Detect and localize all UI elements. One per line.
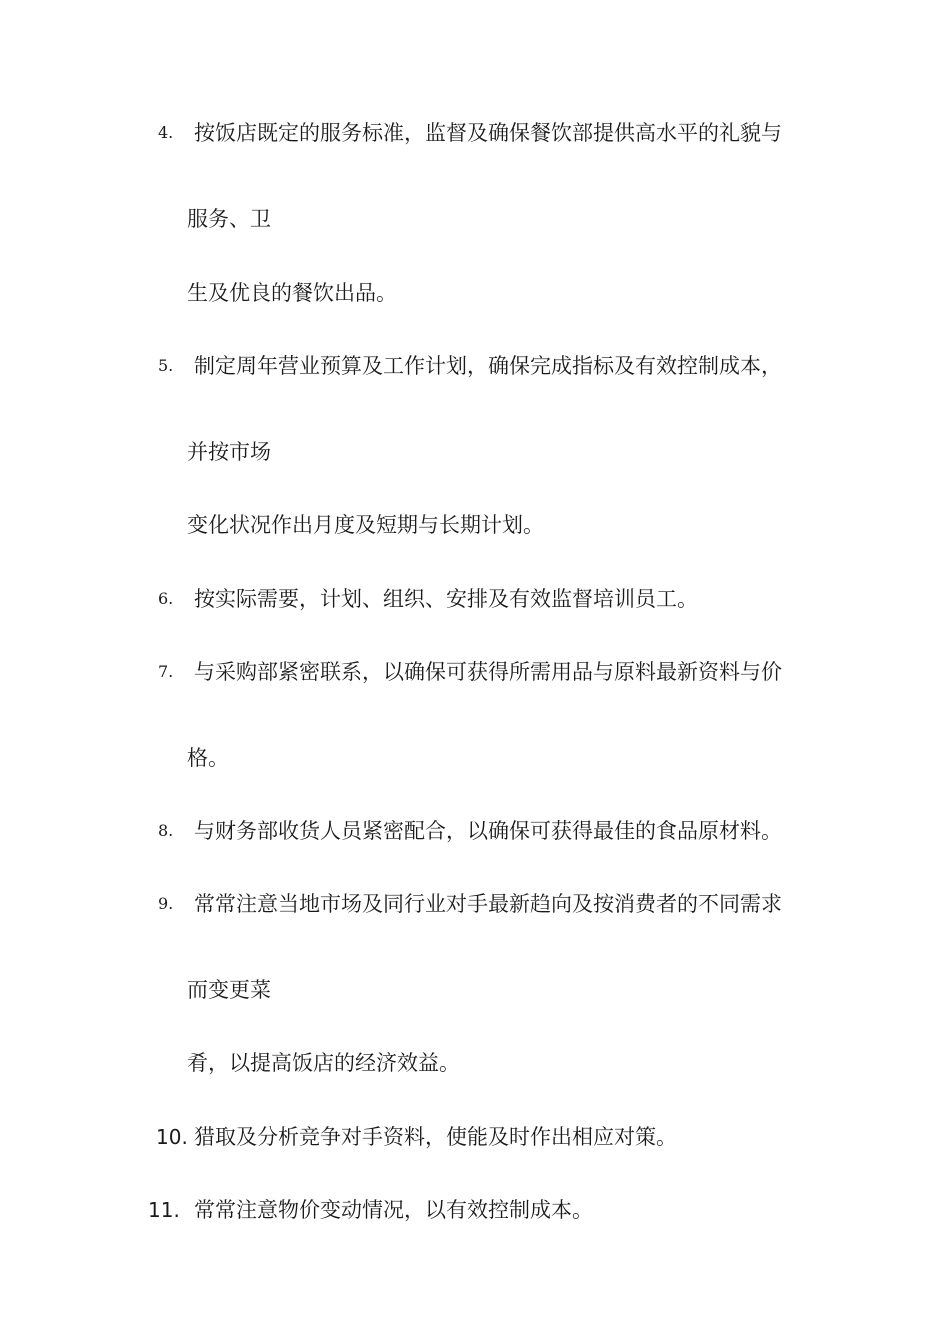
item-5-line-3: 变化状况作出月度及短期与长期计划。 xyxy=(187,513,544,537)
item-9-number: 9. xyxy=(158,894,174,913)
item-5-number: 5. xyxy=(158,356,174,375)
item-11-line-1: 常常注意物价变动情况，以有效控制成本。 xyxy=(194,1198,593,1222)
item-10-number: 10. xyxy=(156,1125,188,1149)
item-7-line-1: 与采购部紧密联系，以确保可获得所需用品与原料最新资料与价 xyxy=(194,660,782,684)
item-8-line-1: 与财务部收货人员紧密配合，以确保可获得最佳的食品原材料。 xyxy=(194,819,782,843)
item-6-line-1: 按实际需要，计划、组织、安排及有效监督培训员工。 xyxy=(194,587,698,611)
item-7-number: 7. xyxy=(158,662,174,681)
item-5-line-1: 制定周年营业预算及工作计划，确保完成指标及有效控制成本， xyxy=(194,354,782,378)
item-4-line-1: 按饭店既定的服务标准，监督及确保餐饮部提供高水平的礼貌与 xyxy=(194,121,782,145)
item-8-number: 8. xyxy=(158,821,174,840)
item-9-line-2: 而变更菜 xyxy=(187,978,271,1002)
item-6-number: 6. xyxy=(158,589,174,608)
item-9-line-1: 常常注意当地市场及同行业对手最新趋向及按消费者的不同需求 xyxy=(194,892,782,916)
item-7-line-2: 格。 xyxy=(187,746,229,770)
item-4-number: 4. xyxy=(158,123,174,142)
item-5-line-2: 并按市场 xyxy=(187,440,271,464)
item-9-line-3: 肴，以提高饭店的经济效益。 xyxy=(187,1051,460,1075)
item-4-line-3: 生及优良的餐饮出品。 xyxy=(187,281,397,305)
item-4-line-2: 服务、卫 xyxy=(187,207,271,231)
item-10-line-1: 猎取及分析竞争对手资料，使能及时作出相应对策。 xyxy=(194,1125,677,1149)
item-11-number: 11. xyxy=(148,1198,180,1222)
